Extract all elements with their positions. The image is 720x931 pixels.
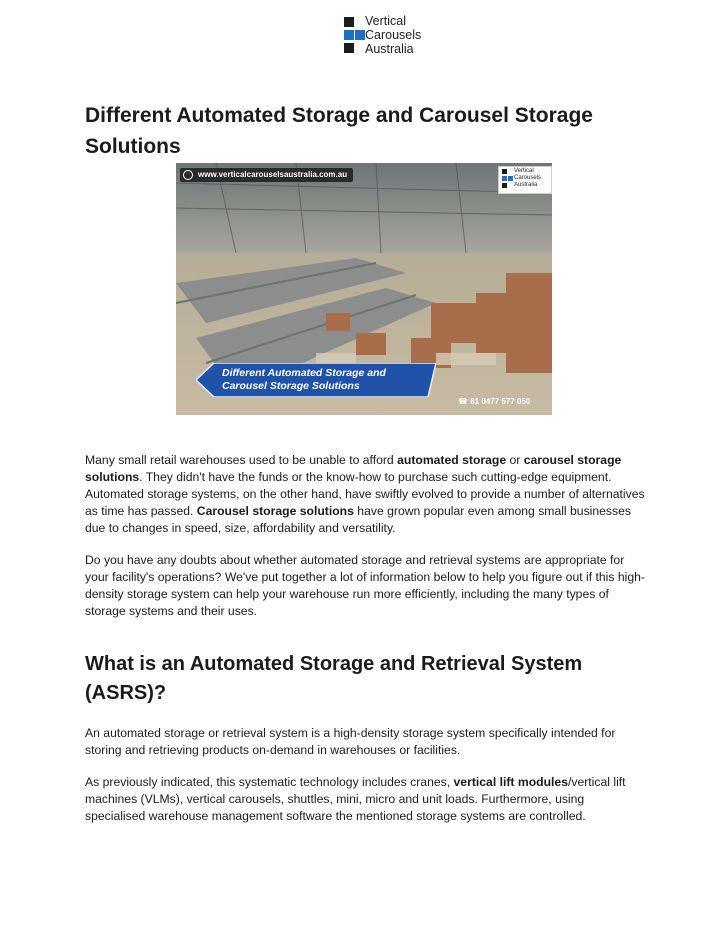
hero-image [176, 163, 552, 415]
hero-phone-number: 61 0477 577 050 [470, 397, 531, 406]
p4-text-a: As previously indicated, this systematic technology includes cranes, [85, 775, 454, 789]
paragraph-asrs-definition: An automated storage or retrieval system is a high-density storage system specifically intended for storing and retrieving products on-demand in warehouses or facilities. [85, 726, 616, 757]
hero-logo-line-3: Australia [514, 182, 538, 188]
p1-bold-carousel-solutions: Carousel storage solutions [196, 504, 354, 518]
p1-text-a: Many small retail warehouses used to be unable to afford [85, 453, 398, 467]
p1-bold-carousel-storage: carousel storage solutions [85, 453, 622, 484]
hero-phone [458, 397, 530, 406]
p4-bold-vertical-lift-modules: vertical lift modules [453, 775, 568, 789]
phone-icon: ☎ [458, 397, 468, 406]
hero-url-text: www.verticalcarouselsaustralia.com.au [198, 170, 348, 179]
paragraph-asrs-components [85, 774, 645, 825]
logo-line-3: Australia [365, 42, 414, 56]
hero-banner-line-1: Different Automated Storage and [222, 367, 386, 379]
p1-text-e: have grown popular even among small businesses due to changes in speed, size, affordability and versatility. [85, 504, 631, 535]
p4-text-c: /vertical lift machines (VLMs), vertical carousels, shuttles, mini, micro and unit loads. Furthermore, using specialised warehouse management software the mentioned storage systems are controlled. [85, 775, 626, 823]
p1-text-c: or [506, 453, 524, 467]
hero-logo [498, 166, 552, 194]
site-logo[interactable] [339, 14, 439, 56]
paragraph-intro [85, 452, 645, 537]
hero-url-badge [180, 168, 353, 182]
logo-line-1: Vertical [365, 14, 406, 28]
p1-text-d: . They didn't have the funds or the know-how to purchase such cutting-edge equipment. Automated storage systems, on the other hand, have swiftly evolved to provide a number of alternatives as time has passed. [85, 470, 645, 518]
logo-line-2: Carousels [365, 28, 422, 42]
p1-bold-automated-storage: automated storage [397, 453, 507, 467]
section-heading-asrs: What is an Automated Storage and Retrieval System (ASRS)? [85, 653, 583, 704]
logo-text [365, 14, 421, 56]
hero-banner [196, 363, 436, 397]
page-title: Different Automated Storage and Carousel Storage Solutions [85, 104, 593, 158]
globe-icon [183, 170, 193, 180]
hero-logo-line-1: Vertical [514, 168, 534, 174]
hero-logo-line-2: Carousels [514, 175, 542, 181]
hero-banner-line-2: Carousel Storage Solutions [222, 380, 360, 392]
paragraph-doubts: Do you have any doubts about whether automated storage and retrieval systems are appropriate for your facility's operations? We've put together a lot of information below to help you figure out if this high-density storage system can help your warehouse run more efficiently, including the many types of storage systems and their uses. [85, 553, 645, 618]
